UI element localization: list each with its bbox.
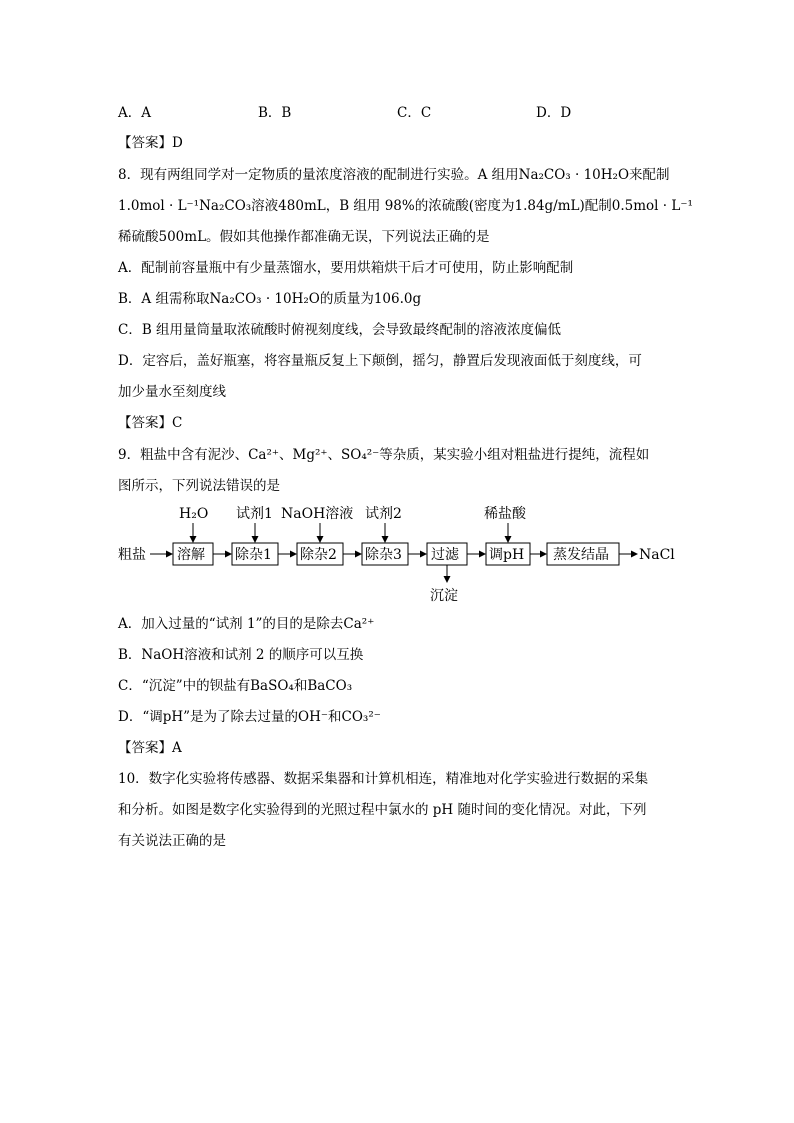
flow-step-purify2: 除杂2 — [300, 547, 337, 563]
q10-stem-line3: 有关说法正确的是 — [118, 833, 226, 849]
q7-option-b: B．B — [258, 105, 292, 121]
q10-stem-line1: 10．数字化实验将传感器、数据采集器和计算机相连，精准地对化学实验进行数据的采集 — [118, 771, 649, 787]
flow-precipitate: 沉淀 — [430, 588, 458, 604]
q8-option-b: B．A 组需称取Na₂CO₃ · 10H₂O的质量为106.0g — [118, 291, 422, 307]
q8-option-d-line2: 加少量水至刻度线 — [118, 384, 226, 400]
q7-option-a: A．A — [118, 105, 151, 121]
q9-option-d: D．“调pH”是为了除去过量的OH⁻和CO₃²⁻ — [118, 709, 381, 725]
q9-stem-line2: 图所示，下列说法错误的是 — [118, 478, 280, 494]
q9-option-b: B．NaOH溶液和试剂 2 的顺序可以互换 — [118, 647, 364, 663]
flow-step-dissolve: 溶解 — [177, 547, 205, 563]
q10-stem-line2: 和分析。如图是数字化实验得到的光照过程中氯水的 pH 随时间的变化情况。对此，下列 — [118, 802, 647, 818]
flow-start-label: 粗盐 — [118, 547, 146, 563]
q9-flowchart — [118, 500, 698, 608]
flow-step-filter: 过滤 — [431, 547, 459, 563]
q7-option-d: D．D — [536, 105, 572, 121]
flow-reagent-2: 试剂2 — [365, 506, 402, 522]
q8-stem-line2: 1.0mol · L⁻¹Na₂CO₃溶液480mL，B 组用 98%的浓硫酸(密度为1.84g/mL)配制0.5mol · L⁻¹ — [118, 198, 693, 214]
q8-answer: 【答案】C — [118, 415, 183, 431]
q9-answer: 【答案】A — [118, 740, 182, 756]
q8-option-a: A．配制前容量瓶中有少量蒸馏水，要用烘箱烘干后才可使用，防止影响配制 — [118, 260, 574, 276]
q8-option-c: C．B 组用量筒量取浓硫酸时俯视刻度线，会导致最终配制的溶液浓度偏低 — [118, 322, 562, 338]
flow-end-label: NaCl — [639, 547, 675, 563]
q9-stem-line1: 9．粗盐中含有泥沙、Ca²⁺、Mg²⁺、SO₄²⁻等杂质，某实验小组对粗盐进行提纯，流程如 — [118, 447, 650, 463]
flow-reagent-1: 试剂1 — [236, 506, 273, 522]
flow-reagent-hcl: 稀盐酸 — [484, 506, 526, 522]
q7-option-c: C．C — [397, 105, 432, 121]
q9-option-c: C．“沉淀”中的钡盐有BaSO₄和BaCO₃ — [118, 678, 353, 694]
flow-reagent-water: H₂O — [179, 506, 209, 522]
q9-option-a: A．加入过量的“试剂 1”的目的是除去Ca²⁺ — [118, 616, 375, 632]
flow-step-purify1: 除杂1 — [235, 547, 272, 563]
q8-stem-line1: 8．现有两组同学对一定物质的量浓度溶液的配制进行实验。A 组用Na₂CO₃ · 10H₂O来配制 — [118, 167, 670, 183]
q8-option-d-line1: D．定容后，盖好瓶塞，将容量瓶反复上下颠倒，摇匀，静置后发现液面低于刻度线，可 — [118, 353, 642, 369]
flow-step-evaporate: 蒸发结晶 — [553, 547, 609, 563]
flow-step-purify3: 除杂3 — [365, 547, 402, 563]
q8-stem-line3: 稀硫酸500mL。假如其他操作都准确无误，下列说法正确的是 — [118, 229, 490, 245]
flow-step-adjust-ph: 调pH — [489, 547, 525, 563]
flow-reagent-naoh: NaOH溶液 — [281, 506, 354, 522]
q7-answer: 【答案】D — [118, 135, 183, 151]
